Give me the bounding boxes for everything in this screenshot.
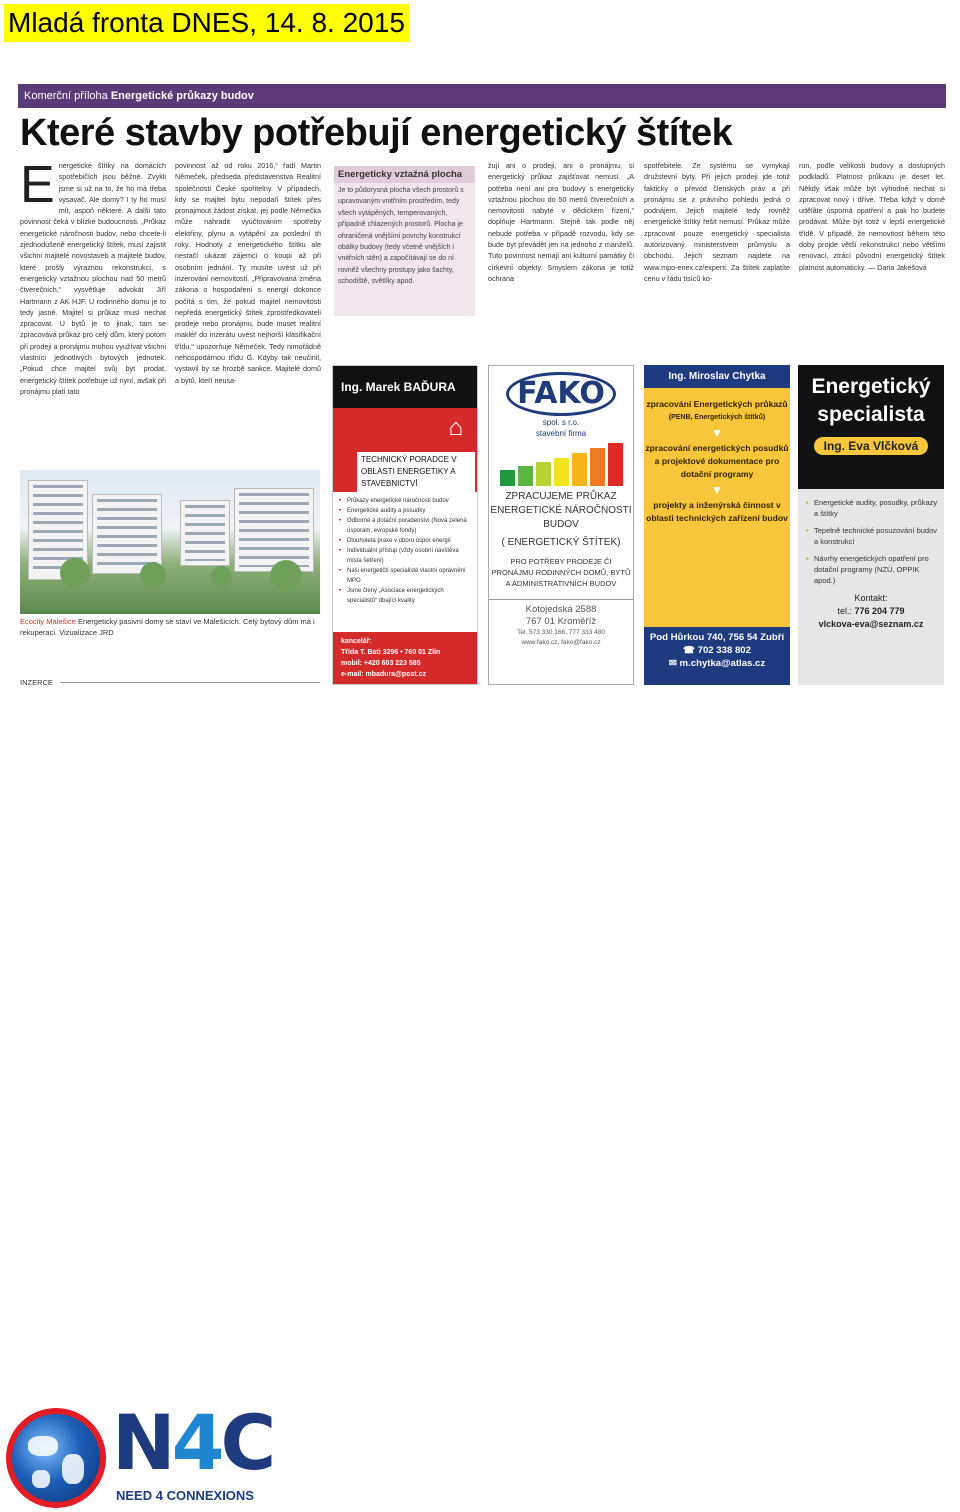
tel-label: tel.: bbox=[837, 606, 852, 616]
list-item: • Odborné a dotační poradenství (Nová zelená úsporám, evropské fondy) bbox=[339, 516, 471, 536]
list-item: • Dlouholetá praxe v oboru úspor energií bbox=[339, 536, 471, 546]
fako-firm: stavební firma bbox=[535, 429, 587, 438]
ad4-name: Ing. Eva Vlčková bbox=[814, 437, 929, 455]
article-column-1 bbox=[20, 160, 166, 464]
caption-text: Energeticky pasivní domy se staví ve Malešicích. Celý bytový dům má i rekuperaci. bbox=[20, 617, 315, 637]
ad1-banner bbox=[333, 408, 477, 492]
ad-vlckova bbox=[798, 365, 944, 685]
ad2-line1: ZPRACUJEME PRŮKAZ ENERGETICKÉ NÁROČNOSTI BUDOV bbox=[490, 491, 632, 530]
supplement-prefix: Komerční příloha bbox=[24, 90, 108, 102]
ad3-address: Pod Hůrkou 740, 756 54 Zubří bbox=[649, 632, 785, 643]
arrow-down-icon: ▼ bbox=[711, 426, 723, 440]
ad3-block3: projekty a inženýrská činnost v oblasti technických zařízení budov bbox=[646, 500, 788, 523]
ad1-list bbox=[333, 492, 477, 610]
contact-label: Kontakt: bbox=[854, 593, 888, 603]
dropcap: E bbox=[20, 160, 55, 214]
ad4-tel: 776 204 779 bbox=[854, 606, 905, 616]
email-address: mbadura@post.cz bbox=[365, 671, 427, 678]
article-column-3: žují ani o prodeji, ani o pronájmu, si energetický průkaz zajišťovat nemusí. „A potřeba není ani pro budovy s energeticky vztažnou plochou do 50 metrů čtverečních a nemovitosti nabyté v dědickém řízení,“ doplňuje Hartmann. Stejně tak podle něj nebude potřeba v případě rozvodu, kdy se bude byt převádět jen na jednoho z manželů. Tuto povinnost nemají ani kulturní památky či církevní objekty. Smyslem zákona je totiž ochrana bbox=[488, 161, 634, 283]
phone-icon: ☎ bbox=[683, 645, 698, 656]
article-column-5: run, podle velikosti budovy a dostupných podkladů. Platnost průkazu je deset let. Někdy však může být výhodné nechat si zpracovat nový i dříve. Třeba když v domě udělâte úsporná opatření a pak ho budete prodávat. Může být totiž v lepší energetické třídě. V případě, že nemovitost během této doby projde větší rekonstrukcí nebo většími renovací, ztrácí původní energetický štítek platnost automaticky. — Dana Jakešová bbox=[799, 161, 945, 272]
ad4-title: Energetický specialista bbox=[811, 375, 931, 426]
divider bbox=[60, 682, 320, 683]
ad1-contact bbox=[333, 632, 477, 684]
article-column-2: povinnost až od roku 2016,“ řadí Martin Němeček, předseda představenstva Realitní společnosti České spořitelny. V případech, kdy se majitel bytu nepodaří štítek přes pronajmout žádost získat, jej podle Němečka může nahradit vyúčtováním spotřeby elektřiny, plynu a vytápění za poslední tři roky. Hodnoty z energetického štítku ale nestačí ukázat zájemci o koupi až při osobním jednání. Ty musíte uvést už při inzerování nemovitosti. „Připravovaná změna zákona o hospodaření s energií dokonce počítá s tím, že pokud majitel nemovitosti nepředá energetický štítek zprostředkovateli prodeje nebo pronájmu, bude muset realitní makléř do inzerátu uvést nejhorší klasifikační třídu,“ upozorňuje Němeček. Tedy nimořádně nehospodárnou třídu G. Kdyby tak neučinil, vystavil by se hrozbě sankce. Majitelé domů a bytů, kteří neusa- bbox=[175, 161, 321, 385]
fako-logo-sub: spol. s r.o. bbox=[542, 418, 580, 427]
ad4-header bbox=[798, 365, 944, 489]
list-item: • Energetické audity a posudky bbox=[339, 506, 471, 516]
arrow-down-icon: ▼ bbox=[711, 483, 723, 497]
visualization-photo bbox=[20, 470, 320, 614]
email-label: e-mail: bbox=[341, 671, 364, 678]
list-item: • Energetické audity, posudky, průkazy a štítky bbox=[806, 497, 938, 519]
energy-bar bbox=[518, 466, 533, 486]
ad2-city: 767 01 Kroměříž bbox=[525, 616, 597, 627]
supplement-bar bbox=[18, 84, 946, 108]
energy-bar bbox=[572, 453, 587, 486]
mobile-label: mobil: bbox=[341, 660, 362, 667]
ad2-web: www.fako.cz, fako@fako.cz bbox=[521, 639, 601, 646]
ad3-contact bbox=[644, 627, 790, 685]
ad2-line2: ( ENERGETICKÝ ŠTÍTEK) bbox=[501, 537, 621, 548]
article-column-4: spotřebitele. Ze systému se vymykají družstevní byty. Při jejich prodeji jde totiž fakticky o převod členských práv a při pronájmu se z právního pohledu jedná o podnájem. Jejich majitelé tedy rovněž energetické štítky řešit nemusí. Průkaz může zpracovat pouze energetický specialista autorizovaný ministerstvem průmyslu a obchodu. Jejich seznam najdete na www.mpo-enex.cz/experti. Za štítek zaplatíte cenu v řádu tisíců ko- bbox=[644, 161, 790, 283]
energy-class-bars bbox=[489, 442, 633, 486]
n4c-wordmark: N4C bbox=[112, 1398, 273, 1487]
ad3-block1: zpracování Energetických průkazů bbox=[646, 399, 788, 409]
ad3-block2: zpracování energetických posudků a projektové dokumentace pro dotační programy bbox=[645, 443, 789, 479]
list-item: • Individuální přístup (vždy osobní návštěva místa šetření) bbox=[339, 546, 471, 566]
ad3-phone: 702 338 802 bbox=[697, 645, 751, 656]
newspaper-clipping bbox=[18, 84, 946, 690]
ad-fako bbox=[488, 365, 634, 685]
n4c-tagline: NEED 4 CONNEXIONS bbox=[116, 1488, 254, 1503]
sidebox bbox=[334, 166, 475, 316]
sidebox-title: Energeticky vztažná plocha bbox=[334, 166, 475, 183]
supplement-name: Energetické průkazy budov bbox=[110, 90, 254, 102]
list-item: • Průkazy energetické náročnosti budov bbox=[339, 496, 471, 506]
ad1-name: Ing. Marek BAĎURA bbox=[333, 366, 477, 408]
house-icon: ⌂ bbox=[448, 414, 463, 441]
ad-chytka bbox=[644, 365, 790, 685]
caption-place: Ecocity Malešice bbox=[20, 617, 76, 626]
ad2-tel: Tel. 573 330 166, 777 333 480 bbox=[517, 629, 605, 636]
source-label: Mladá fronta DNES, 14. 8. 2015 bbox=[4, 4, 409, 42]
mobile-number: +420 603 223 585 bbox=[363, 660, 421, 667]
inzerce-label: INZERCE bbox=[20, 678, 53, 687]
list-item: • Naši energetičtí specialisté vlastní oprávnění MPO bbox=[339, 566, 471, 586]
ad4-list bbox=[798, 489, 944, 586]
energy-bar bbox=[536, 462, 551, 486]
column-1-text: nergetické štítky na domácích spotřebičích jsou běžné. Zvykli jsme si už na to, že ho má třeba vysavač. Ale domy? I ty ho musí mít, aspoň některé. A další tato povinnost čeká v blízké budoucnosti. „Průkaz energetické náročnosti budov, nebo chcete-li zjednodušeně energetický štítek, musí zajistit všichni majitelé novostaveb a majitelé budov, které prošly výraznou rekonstrukcí, s energeticky vztažnou plochou nad 50 metrů čtverečních,“ vysvětluje advokát Jiří Hartmann z AK HJF. U rodinného domu je to tedy jasné. Majitel si průkaz musí nechat zpracovat. U bytů je to jinak, tam se zpracovává průkaz pro celý dům, který potom při prodeji a pronájmu mohou využívat všichni vlastníci jednotlivých bytových jednotek. „Pokud chce majitel svůj byt prodat, energetický štítek potřebuje už nyní, avšak při pronájmu platí tato bbox=[20, 161, 166, 396]
ad1-tagline: TECHNICKÝ PORADCE V OBLASTI ENERGETIKY A STAVEBNICTVÍ bbox=[357, 452, 475, 492]
sidebox-text: Je to půdorysná plocha všech prostorů s upravovaným vnitřním prostředím, tedy všech vytápěných, temperovaných, případně chlazených prostorů. Plocha je ohraničená vnějšími povrchy konstrukcí obálky budovy (tedy včetně vnějších i vnitřních stěn) a započítávají se do ní rovněž všechny prostupy jako šachty, schodiště, světlíky apod. bbox=[338, 187, 464, 286]
ad-badura bbox=[332, 365, 478, 685]
fako-logo: FAKO bbox=[506, 372, 616, 416]
ad3-email: m.chytka@atlas.cz bbox=[679, 658, 766, 669]
article-headline: Které stavby potřebují energetický štítek bbox=[20, 112, 733, 154]
caption-credit: Vizualizace JRD bbox=[59, 628, 114, 637]
list-item: • Tepelně technické posuzování budov a konstrukcí bbox=[806, 525, 938, 547]
photo-caption bbox=[20, 616, 320, 638]
energy-bar bbox=[500, 470, 515, 486]
energy-bar bbox=[554, 458, 569, 486]
mail-icon: ✉ bbox=[668, 658, 680, 669]
energy-bar bbox=[608, 443, 623, 486]
globe-icon bbox=[6, 1408, 106, 1508]
ad4-contact bbox=[798, 592, 944, 631]
ad3-block1-sub: (PENB, Energetických štítků) bbox=[668, 414, 766, 421]
ad4-email: vlckova-eva@seznam.cz bbox=[818, 619, 924, 629]
n4c-logo bbox=[4, 1398, 273, 1508]
ad2-line3: PRO POTŘEBY PRODEJE ČI PRONÁJMU RODINNÝCH DOMŮ, BYTŮ A ADMINISTRATIVNÍCH BUDOV bbox=[491, 557, 631, 588]
list-item: • Jsme členy „Asociace energetických specialistů“ dbající kvality bbox=[339, 586, 471, 606]
ad2-street: Kotojedská 2588 bbox=[489, 599, 633, 616]
office-label: kancelář: bbox=[341, 638, 372, 645]
office-address: Třída T. Bati 3296 • 760 01 Zlín bbox=[341, 649, 441, 656]
energy-bar bbox=[590, 448, 605, 486]
list-item: • Návrhy energetických opatření pro dotační programy (NZÚ, OPPIK apod.) bbox=[806, 553, 938, 586]
ad3-name: Ing. Miroslav Chytka bbox=[644, 365, 790, 388]
